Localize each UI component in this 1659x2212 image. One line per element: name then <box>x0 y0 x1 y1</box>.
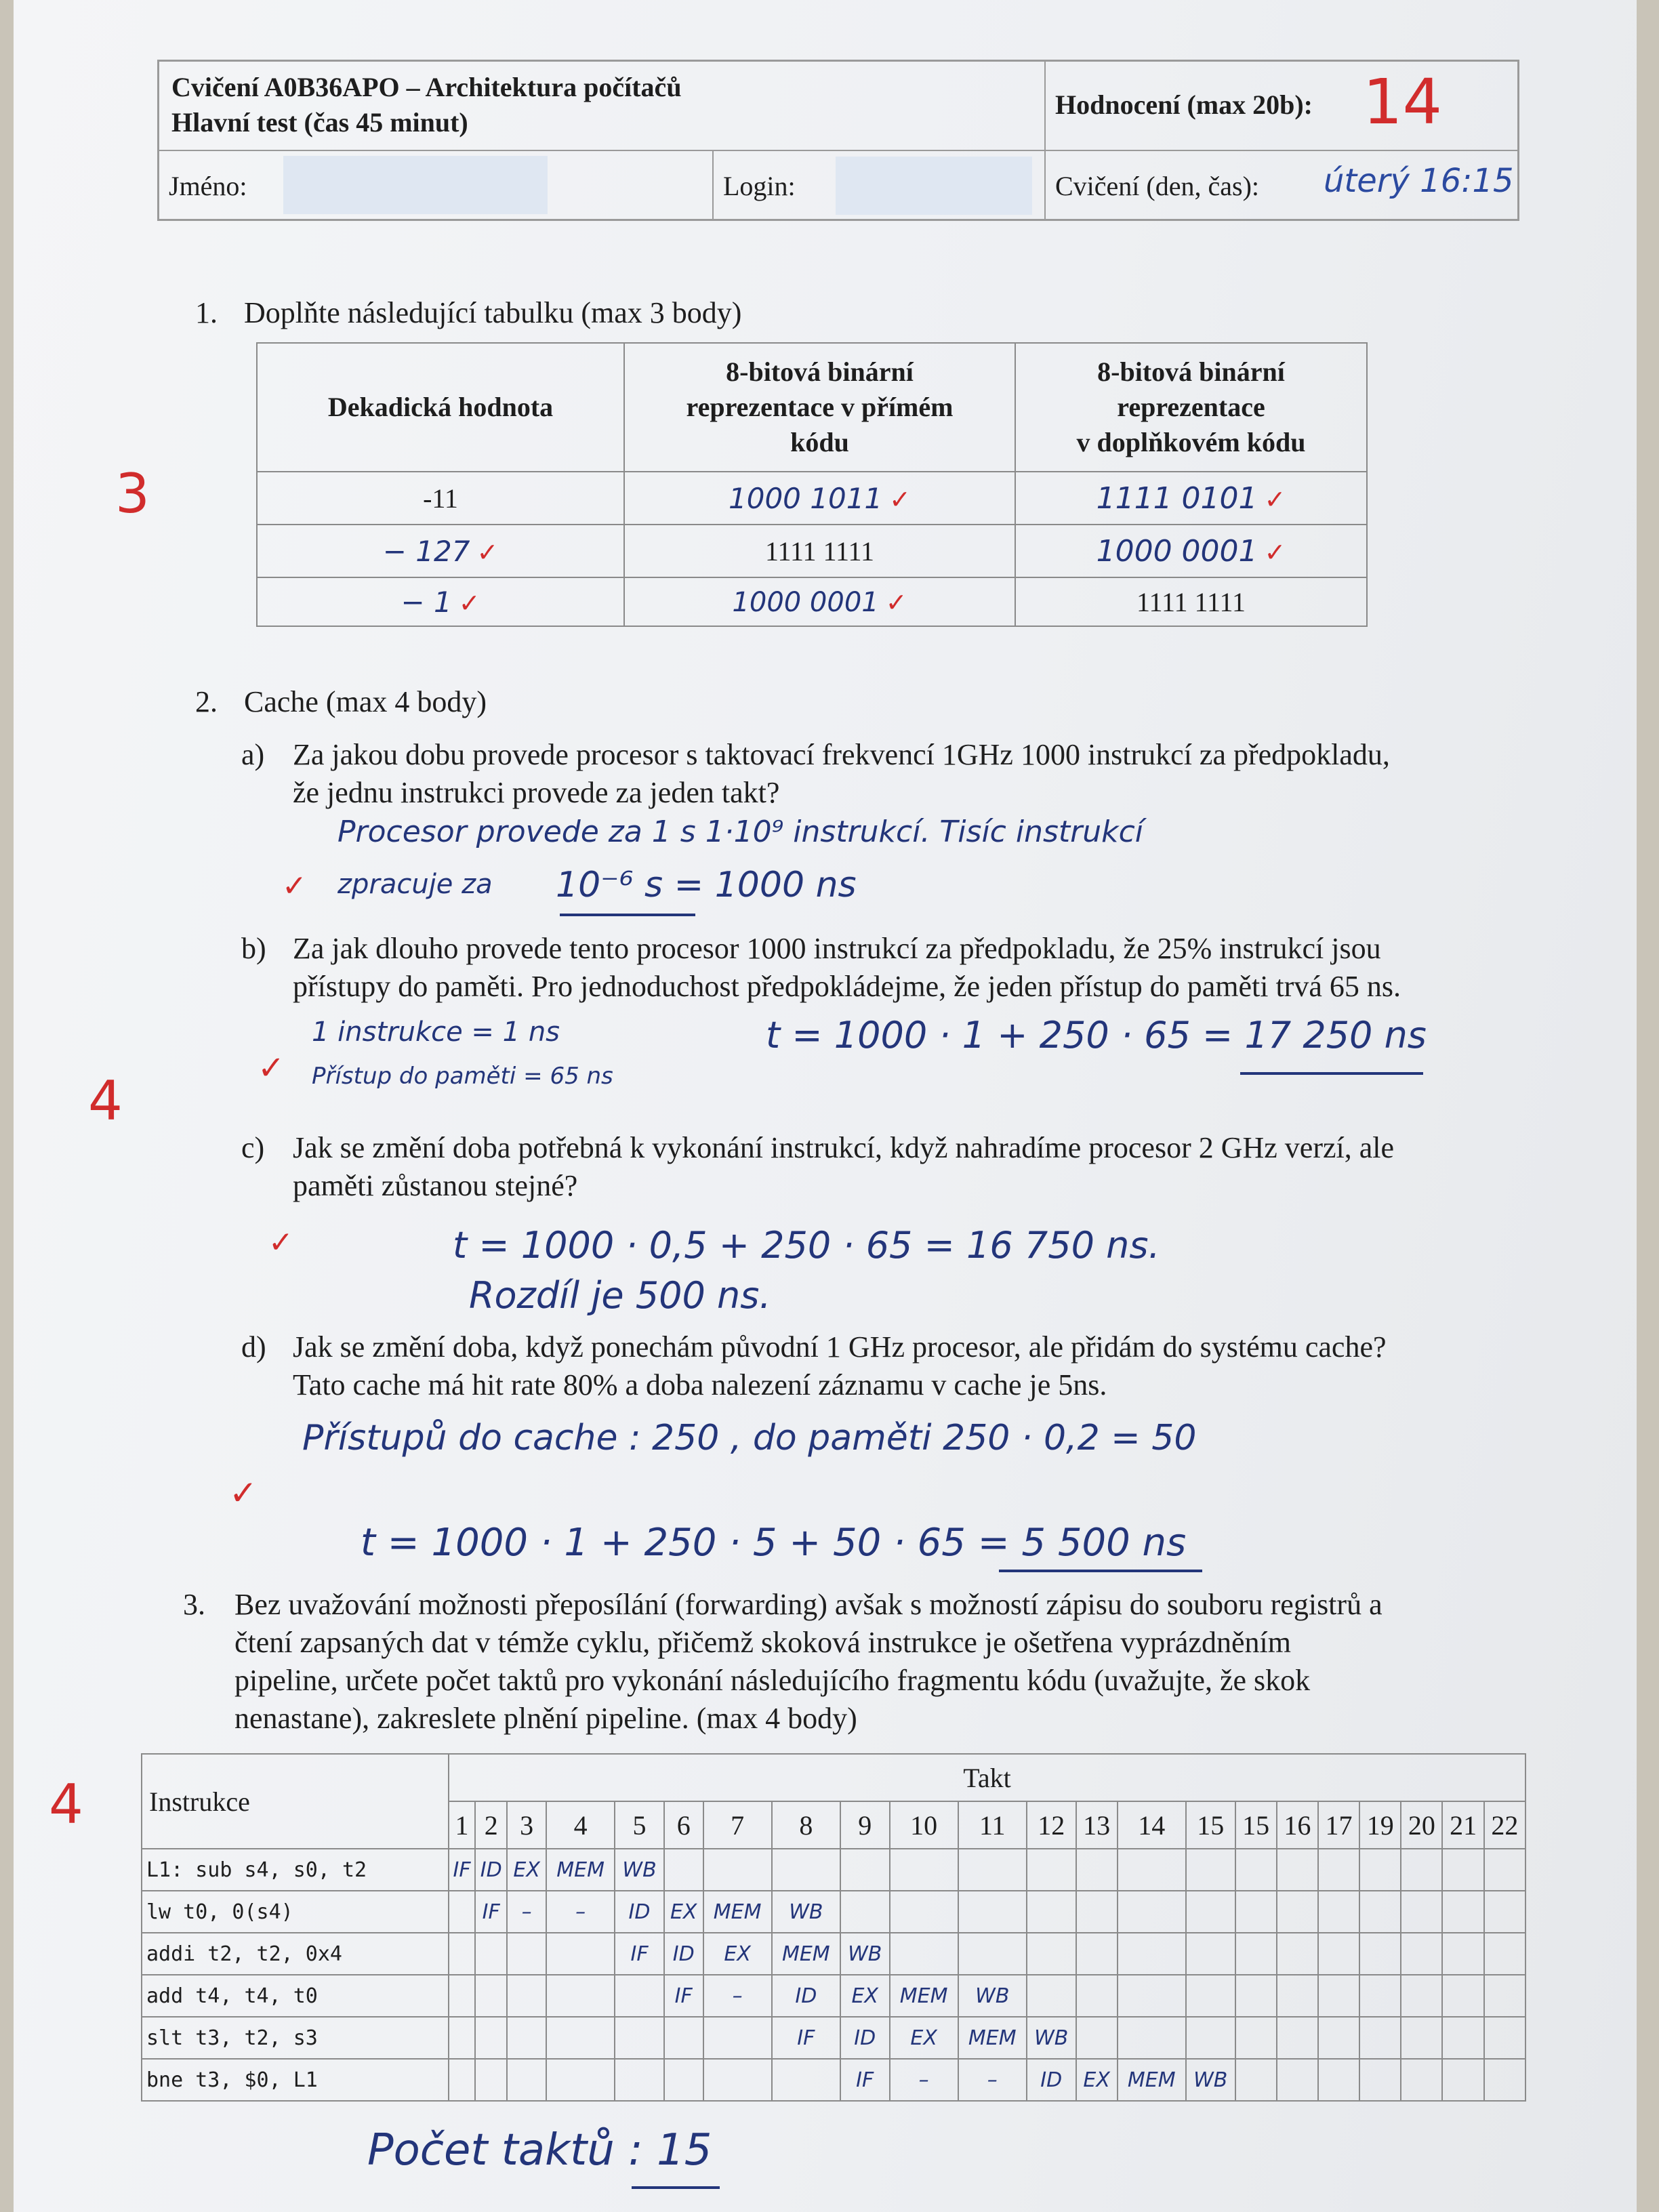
session-value: úterý 16:15 <box>1324 162 1514 200</box>
instruction-cell: L1: sub s4, s0, t2 <box>142 1849 449 1891</box>
stage-cell <box>1027 1933 1076 1975</box>
stage-cell <box>1442 2059 1483 2101</box>
q3-score: 4 <box>49 1773 83 1836</box>
q2-title: Cache (max 4 body) <box>244 685 487 718</box>
q2a-answer-1: Procesor provede za 1 s 1·10⁹ instrukcí. Tisíc instrukcí <box>337 815 1144 849</box>
stage-cell <box>1076 2017 1118 2059</box>
q2c-line1: Jak se změní doba potřebná k vykonání instrukcí, když nahradíme procesor 2 GHz verzí, ale <box>293 1131 1395 1164</box>
check-mark: ✓ <box>258 1049 285 1087</box>
stage-cell: ID <box>772 1975 840 2017</box>
stage-cell <box>1277 1849 1318 1891</box>
stage-cell <box>1027 1849 1076 1891</box>
q1-table <box>256 342 1368 627</box>
stage-cell: EX <box>703 1933 772 1975</box>
q2a-line2: že jednu instrukci provede za jeden takt? <box>293 776 780 809</box>
q1-title: Doplňte následující tabulku (max 3 body) <box>244 296 742 329</box>
stage-cell: EX <box>1076 2059 1118 2101</box>
stage-cell <box>958 1849 1027 1891</box>
stage-cell <box>507 1933 546 1975</box>
stage-cell <box>1186 2017 1235 2059</box>
stage-cell <box>1442 2017 1483 2059</box>
stage-cell <box>1277 2059 1318 2101</box>
q3-line4: nenastane), zakreslete plnění pipeline. (max 4 body) <box>234 1702 857 1735</box>
stage-cell <box>546 2017 615 2059</box>
name-label: Jméno: <box>169 171 247 201</box>
stage-cell <box>1076 1891 1118 1933</box>
q3-line1: Bez uvažování možnosti přeposílání (forwarding) avšak s možností zápisu do souboru registrů a <box>234 1588 1382 1621</box>
stage-cell <box>475 1975 507 2017</box>
stage-cell <box>1277 1975 1318 2017</box>
stage-cell: – <box>958 2059 1027 2101</box>
q2d-line1: Jak se změní doba, když ponechám původní 1 GHz procesor, ale přidám do systému cache? <box>293 1330 1387 1364</box>
stage-cell: – <box>507 1891 546 1933</box>
test-line: Hlavní test (čas 45 minut) <box>171 107 468 138</box>
cycle-header: 8 <box>772 1801 840 1849</box>
stage-cell <box>546 1933 615 1975</box>
stage-cell <box>1186 1975 1235 2017</box>
stage-cell: ID <box>475 1849 507 1891</box>
underline <box>632 2186 720 2189</box>
stage-cell <box>1118 1849 1186 1891</box>
q2b-answer-2: Přístup do paměti = 65 ns <box>312 1063 613 1090</box>
cycle-header: 4 <box>546 1801 615 1849</box>
stage-cell <box>890 1933 958 1975</box>
stage-cell: ID <box>664 1933 703 1975</box>
stage-cell <box>1235 1849 1277 1891</box>
stage-cell <box>475 2017 507 2059</box>
stage-cell <box>664 2017 703 2059</box>
stage-cell <box>1235 1933 1277 1975</box>
stage-cell: MEM <box>958 2017 1027 2059</box>
stage-cell <box>1484 1975 1525 2017</box>
cycle-header: 13 <box>1076 1801 1118 1849</box>
q2a-answer-2: zpracuje za <box>337 869 493 900</box>
cycle-header: 16 <box>1277 1801 1318 1849</box>
stage-cell <box>507 2017 546 2059</box>
q1-col-direct: 8-bitová binární reprezentace v přímém kódu <box>624 343 1015 472</box>
stage-cell: – <box>890 2059 958 2101</box>
q2d-answer-1: Přístupů do cache : 250 , do paměti 250 · 0,2 = 50 <box>302 1418 1197 1458</box>
q1-cell-dec: -11 <box>257 472 624 525</box>
stage-cell <box>664 2059 703 2101</box>
stage-cell <box>449 1975 475 2017</box>
pipeline-row <box>142 2017 1525 2059</box>
stage-cell: EX <box>840 1975 890 2017</box>
stage-cell <box>1186 1849 1235 1891</box>
instruction-cell: lw t0, 0(s4) <box>142 1891 449 1933</box>
q1-cell-twos: 1000 0001 ✓ <box>1015 525 1367 577</box>
stage-cell <box>958 1933 1027 1975</box>
stage-cell <box>1484 1849 1525 1891</box>
check-mark: ✓ <box>268 1225 293 1260</box>
cycle-header: 22 <box>1484 1801 1525 1849</box>
stage-cell <box>449 1891 475 1933</box>
pipeline-row <box>142 2059 1525 2101</box>
stage-cell <box>772 2059 840 2101</box>
score-value: 14 <box>1363 66 1443 138</box>
stage-cell <box>1076 1933 1118 1975</box>
stage-cell <box>1401 1933 1442 1975</box>
q2c-label: c) <box>241 1131 265 1164</box>
q2b-answer-1: 1 instrukce = 1 ns <box>312 1017 560 1048</box>
stage-cell: WB <box>958 1975 1027 2017</box>
stage-cell <box>958 1891 1027 1933</box>
stage-cell <box>1318 2059 1359 2101</box>
stage-cell <box>1359 1849 1401 1891</box>
cycle-header: 19 <box>1359 1801 1401 1849</box>
stage-cell <box>1401 1891 1442 1933</box>
underline <box>1240 1072 1423 1075</box>
stage-cell: MEM <box>890 1975 958 2017</box>
q2b-line1: Za jak dlouho provede tento procesor 1000 instrukcí za předpokladu, že 25% instrukcí jsou <box>293 932 1381 965</box>
stage-cell: EX <box>890 2017 958 2059</box>
stage-cell <box>1186 1933 1235 1975</box>
q1-cell-dec: − 1 ✓ <box>257 577 624 626</box>
stage-cell <box>1186 1891 1235 1933</box>
q2c-answer-1: t = 1000 · 0,5 + 250 · 65 = 16 750 ns. <box>453 1224 1160 1267</box>
q1-number: 1. <box>195 296 218 329</box>
stage-cell <box>1235 2017 1277 2059</box>
stage-cell: – <box>546 1891 615 1933</box>
stage-cell <box>840 1849 890 1891</box>
stage-cell <box>1484 1933 1525 1975</box>
stage-cell: IF <box>840 2059 890 2101</box>
stage-cell <box>890 1891 958 1933</box>
instruction-cell: bne t3, $0, L1 <box>142 2059 449 2101</box>
q1-cell-twos: 1111 1111 <box>1015 577 1367 626</box>
stage-cell <box>1359 1933 1401 1975</box>
q1-cell-twos: 1111 0101 ✓ <box>1015 472 1367 525</box>
stage-cell <box>1401 1975 1442 2017</box>
q1-cell-direct: 1111 1111 <box>624 525 1015 577</box>
stage-cell <box>1442 1933 1483 1975</box>
stage-cell: IF <box>615 1933 664 1975</box>
pipeline-row <box>142 1849 1525 1891</box>
score-label: Hodnocení (max 20b): <box>1055 89 1313 120</box>
stage-cell: WB <box>1027 2017 1076 2059</box>
q1-score: 3 <box>115 462 150 525</box>
stage-cell: ID <box>1027 2059 1076 2101</box>
stage-cell: IF <box>664 1975 703 2017</box>
stage-cell <box>1235 2059 1277 2101</box>
cycle-header: 7 <box>703 1801 772 1849</box>
q3-answer: Počet taktů : 15 <box>367 2125 712 2175</box>
q3-number: 3. <box>183 1588 205 1621</box>
stage-cell <box>840 1891 890 1933</box>
q2d-answer-2: t = 1000 · 1 + 250 · 5 + 50 · 65 = 5 500 ns <box>361 1521 1187 1565</box>
stage-cell <box>1359 1975 1401 2017</box>
stage-cell: MEM <box>703 1891 772 1933</box>
stage-cell <box>449 2059 475 2101</box>
stage-cell <box>1277 2017 1318 2059</box>
stage-cell <box>1401 2059 1442 2101</box>
q2c-line2: paměti zůstanou stejné? <box>293 1169 578 1202</box>
stage-cell <box>507 2059 546 2101</box>
check-mark: ✓ <box>229 1473 258 1513</box>
q1-row <box>257 525 1367 577</box>
stage-cell <box>1318 1933 1359 1975</box>
stage-cell <box>703 2059 772 2101</box>
login-label: Login: <box>723 171 796 201</box>
stage-cell <box>475 2059 507 2101</box>
cycle-header: 10 <box>890 1801 958 1849</box>
cycle-header: 21 <box>1442 1801 1483 1849</box>
cycle-header: 2 <box>475 1801 507 1849</box>
stage-cell <box>703 2017 772 2059</box>
stage-cell: ID <box>615 1891 664 1933</box>
stage-cell <box>507 1975 546 2017</box>
q1-col-twos: 8-bitová binární reprezentace v doplňkovém kódu <box>1015 343 1367 472</box>
cycle-header: 15 <box>1186 1801 1235 1849</box>
q3-line2: čtení zapsaných dat v témže cyklu, přičemž skoková instrukce je ošetřena vyprázdněním <box>234 1626 1291 1659</box>
q2c-answer-2: Rozdíl je 500 ns. <box>469 1274 771 1317</box>
cycle-header: 1 <box>449 1801 475 1849</box>
cycle-header: 15 <box>1235 1801 1277 1849</box>
q2b-answer-3: t = 1000 · 1 + 250 · 65 = 17 250 ns <box>766 1014 1427 1057</box>
stage-cell <box>1401 1849 1442 1891</box>
stage-cell <box>772 1849 840 1891</box>
login-cell <box>713 150 1045 220</box>
q2a-label: a) <box>241 738 265 771</box>
stage-cell <box>1027 1975 1076 2017</box>
instruction-cell: add t4, t4, t0 <box>142 1975 449 2017</box>
instr-header: Instrukce <box>142 1754 449 1849</box>
cycle-header: 6 <box>664 1801 703 1849</box>
stage-cell <box>1235 1975 1277 2017</box>
q3-line3: pipeline, určete počet taktů pro vykonání následujícího fragmentu kódu (uvažujte, že skok <box>234 1664 1311 1697</box>
stage-cell <box>1318 2017 1359 2059</box>
q2-score: 4 <box>88 1069 123 1132</box>
pipeline-row <box>142 1975 1525 2017</box>
stage-cell <box>703 1849 772 1891</box>
q2d-line2: Tato cache má hit rate 80% a doba nalezení záznamu v cache je 5ns. <box>293 1368 1107 1401</box>
stage-cell <box>1277 1933 1318 1975</box>
stage-cell <box>1359 2059 1401 2101</box>
stage-cell: EX <box>664 1891 703 1933</box>
check-mark: ✓ <box>282 869 307 903</box>
stage-cell <box>1401 2017 1442 2059</box>
stage-cell <box>1318 1975 1359 2017</box>
stage-cell <box>615 2059 664 2101</box>
q1-cell-direct: 1000 0001 ✓ <box>624 577 1015 626</box>
pipeline-row <box>142 1891 1525 1933</box>
score-cell <box>1045 61 1518 150</box>
stage-cell <box>1027 1891 1076 1933</box>
stage-cell <box>664 1849 703 1891</box>
stage-cell: ID <box>840 2017 890 2059</box>
stage-cell: MEM <box>772 1933 840 1975</box>
login-redaction <box>836 157 1032 215</box>
stage-cell: MEM <box>546 1849 615 1891</box>
stage-cell <box>1277 1891 1318 1933</box>
q1-col-decimal: Dekadická hodnota <box>257 343 624 472</box>
pipeline-row <box>142 1933 1525 1975</box>
stage-cell <box>890 1849 958 1891</box>
stage-cell: EX <box>507 1849 546 1891</box>
stage-cell <box>1076 1849 1118 1891</box>
course-cell <box>159 61 1045 150</box>
takt-header: Takt <box>449 1754 1525 1801</box>
stage-cell <box>1118 2017 1186 2059</box>
cycle-header: 5 <box>615 1801 664 1849</box>
q2a-line1: Za jakou dobu provede procesor s taktovací frekvencí 1GHz 1000 instrukcí za předpokladu, <box>293 738 1390 771</box>
q2a-answer-3: 10⁻⁶ s = 1000 ns <box>556 865 857 905</box>
session-cell <box>1045 150 1518 220</box>
stage-cell <box>1235 1891 1277 1933</box>
underline <box>560 914 695 916</box>
cycle-header: 20 <box>1401 1801 1442 1849</box>
q1-cell-direct: 1000 1011 ✓ <box>624 472 1015 525</box>
stage-cell <box>1359 2017 1401 2059</box>
cycle-header: 17 <box>1318 1801 1359 1849</box>
session-label: Cvičení (den, čas): <box>1055 171 1259 201</box>
stage-cell <box>1118 1975 1186 2017</box>
q1-cell-dec: − 127 ✓ <box>257 525 624 577</box>
stage-cell: WB <box>840 1933 890 1975</box>
stage-cell <box>615 2017 664 2059</box>
cycle-header: 14 <box>1118 1801 1186 1849</box>
stage-cell: WB <box>772 1891 840 1933</box>
stage-cell <box>1118 1933 1186 1975</box>
underline <box>999 1570 1202 1572</box>
stage-cell <box>1076 1975 1118 2017</box>
q2b-label: b) <box>241 932 266 965</box>
q2b-line2: přístupy do paměti. Pro jednoduchost předpokládejme, že jeden přístup do paměti trvá 65 ns. <box>293 970 1401 1003</box>
stage-cell <box>1484 1891 1525 1933</box>
stage-cell: IF <box>475 1891 507 1933</box>
stage-cell: WB <box>615 1849 664 1891</box>
stage-cell <box>546 1975 615 2017</box>
stage-cell <box>1484 2017 1525 2059</box>
stage-cell: WB <box>1186 2059 1235 2101</box>
stage-cell <box>1318 1891 1359 1933</box>
name-redaction <box>283 156 548 214</box>
stage-cell <box>475 1933 507 1975</box>
stage-cell <box>1118 1891 1186 1933</box>
pipeline-table <box>141 1753 1526 2102</box>
stage-cell <box>1442 1891 1483 1933</box>
stage-cell <box>449 1933 475 1975</box>
stage-cell <box>1442 1849 1483 1891</box>
q2-number: 2. <box>195 685 218 718</box>
q2d-label: d) <box>241 1330 266 1364</box>
cycle-header: 9 <box>840 1801 890 1849</box>
instruction-cell: addi t2, t2, 0x4 <box>142 1933 449 1975</box>
stage-cell <box>449 2017 475 2059</box>
stage-cell <box>1442 1975 1483 2017</box>
stage-cell: – <box>703 1975 772 2017</box>
stage-cell: IF <box>449 1849 475 1891</box>
q1-row <box>257 577 1367 626</box>
cycle-header: 12 <box>1027 1801 1076 1849</box>
stage-cell <box>1359 1891 1401 1933</box>
stage-cell <box>615 1975 664 2017</box>
q1-row <box>257 472 1367 525</box>
stage-cell: IF <box>772 2017 840 2059</box>
stage-cell <box>546 2059 615 2101</box>
instruction-cell: slt t3, t2, s3 <box>142 2017 449 2059</box>
cycle-header: 3 <box>507 1801 546 1849</box>
course-line: Cvičení A0B36APO – Architektura počítačů <box>171 72 682 102</box>
stage-cell <box>1318 1849 1359 1891</box>
cycle-header: 11 <box>958 1801 1027 1849</box>
stage-cell: MEM <box>1118 2059 1186 2101</box>
pipeline-body <box>142 1849 1525 2101</box>
stage-cell <box>1484 2059 1525 2101</box>
exam-sheet <box>14 0 1637 2212</box>
